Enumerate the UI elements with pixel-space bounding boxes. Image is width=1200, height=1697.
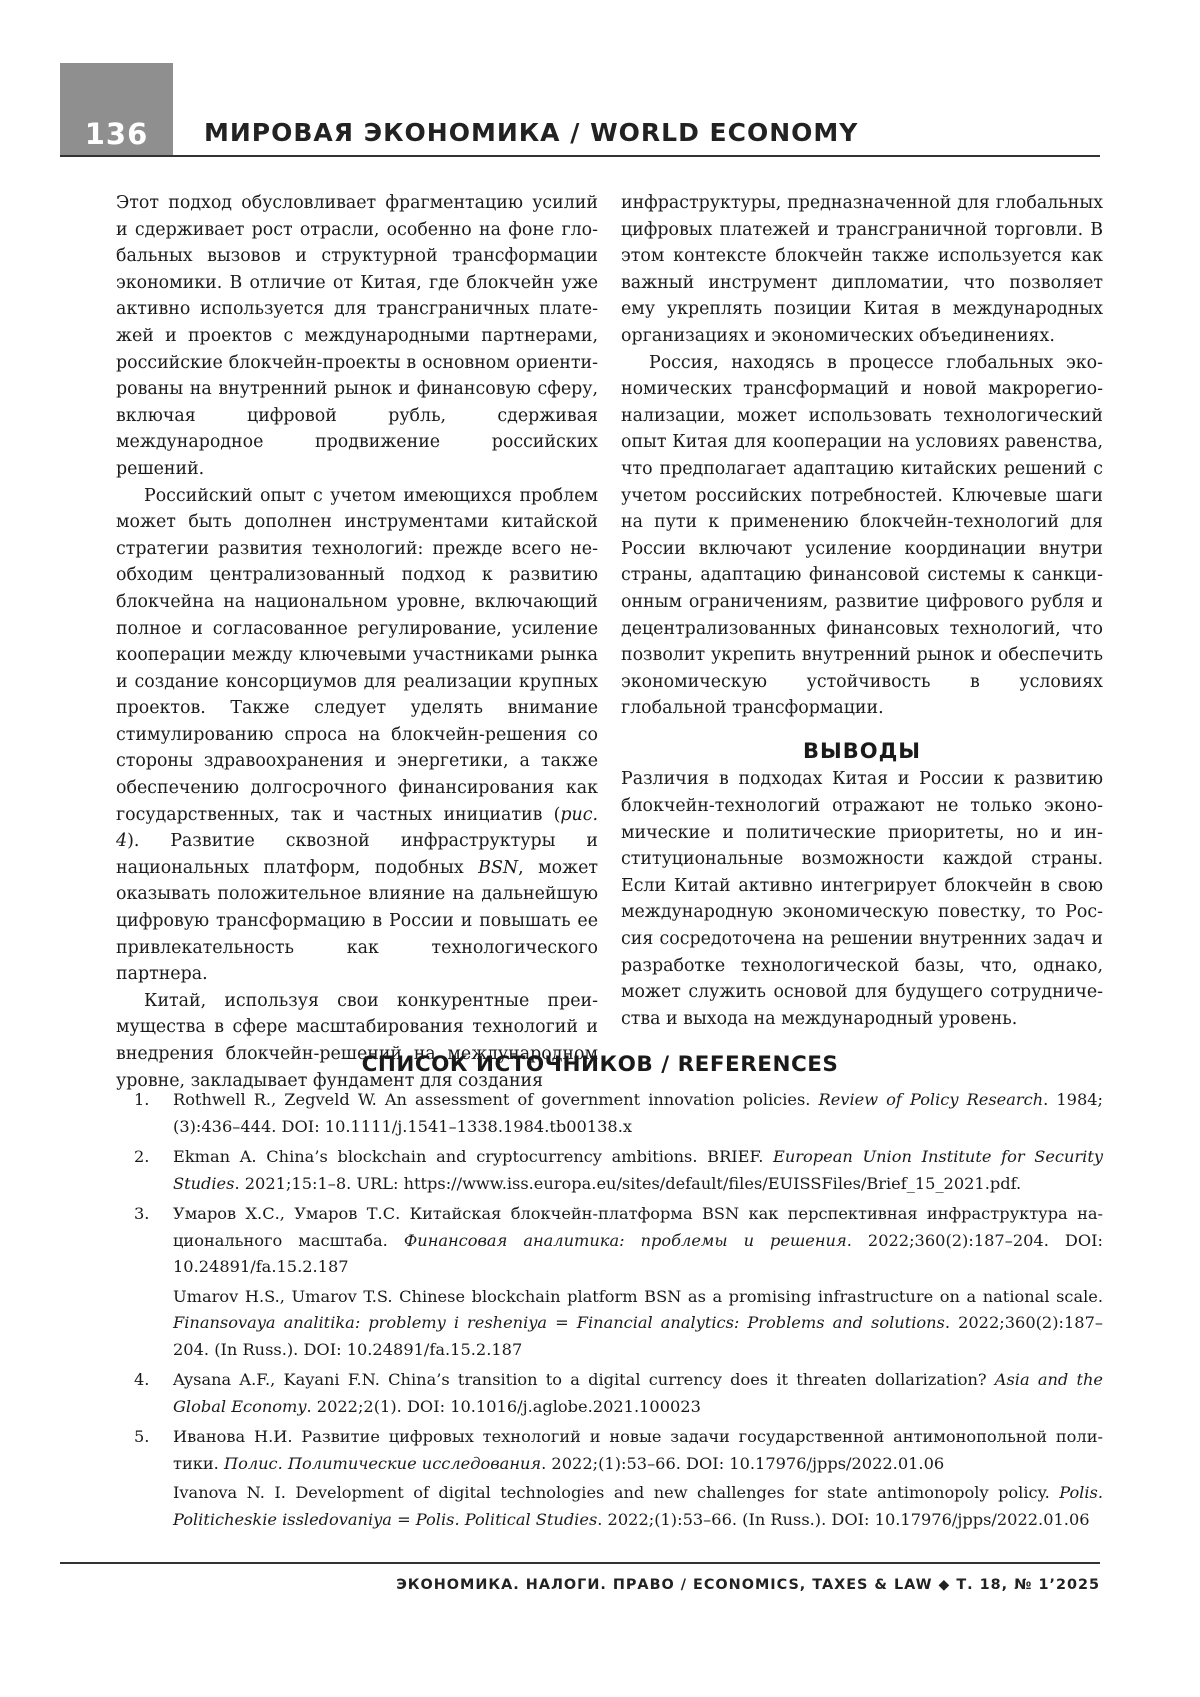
text-run: . 2022;(1):53–66. DOI: 10.17976/jpps/2022.01.06 [541, 1453, 945, 1473]
footer-divider [60, 1562, 1100, 1564]
journal-title: Финансовая аналитика: проблемы и решения [403, 1230, 847, 1250]
diamond-icon: ◆ [938, 1577, 951, 1593]
paragraph: Китай, используя свои конкурентные преимущества в сфере масштабирования технологий и внедрения блокчейн-решений на международном уровне, закладывает фундамент для создания [116, 990, 598, 1091]
bsn-term: BSN [478, 857, 519, 878]
paragraph: Россия, находясь в процессе глобальных экономических трансформаций и новой макрорегионализации, может использовать технологический опыт Китая для кооперации на условиях равенства, что предполагает адаптацию китайских решений с учетом российских потребностей. Ключевые шаги на пути к применению блокчейн-технологий для России включают усиление координации внутри страны, адаптацию финансовой системы к санкционным ограничениям, развитие цифрового рубля и децентрализованных финансовых технологий, что позволит укрепить внутренний рынок и обеспечить экономическую устойчивость в условиях глобальной трансформации. [621, 352, 1103, 719]
journal-title: Polis. Politicheskie issledovaniya = Polis. Political Studies [173, 1483, 1103, 1529]
header-divider [60, 155, 1100, 157]
text-run: . 2021;15:1–8. URL: https://www.iss.europa.eu/sites/default/files/EUISSFiles/Brief_15_2021.pdf. [234, 1173, 1022, 1193]
text-run: Ekman A. China’s blockchain and cryptocurrency ambitions. BRIEF. [173, 1147, 774, 1166]
footer [396, 1577, 1100, 1593]
reference-item [116, 1424, 1103, 1533]
text-run: Aysana A.F., Kayani F.N. China’s transition to a digital currency does it threaten dollarization? [173, 1370, 995, 1389]
text-run: . 1984;(3):436–444. DOI: 10.1111/j.1541–1338.1984.tb00138.x [173, 1090, 1104, 1136]
left-column [116, 190, 598, 1094]
journal-title: Полис. Политические исследования [223, 1453, 542, 1473]
conclusions-heading: ВЫВОДЫ [802, 738, 922, 763]
section-title: МИРОВАЯ ЭКОНОМИКА / WORLD ECONOMY [204, 118, 859, 147]
paragraph [116, 483, 598, 988]
reference-number: 3. [134, 1204, 150, 1223]
page-number-box [60, 63, 173, 155]
paragraph: Различия в подходах Китая и России к развитию блокчейн-технологий отражают не только экономические и политические приоритеты, но и институциональные возможности каждой страны. Если Китай активно интегрирует блокчейн в свою международную экономическую повестку, то Россия сосредоточена на решении внутренних задач и разработке технологической базы, что, однако, может служить основой для будущего сотрудничества и выхода на международный уровень. [621, 769, 1103, 1029]
journal-title: Asia and the Global Economy [173, 1370, 1103, 1416]
figure-reference: рис. 4 [116, 804, 598, 852]
reference-item [116, 1367, 1103, 1420]
text-run: . 2022;(1):53–66. (In Russ.). DOI: 10.17976/jpps/2022.01.06 [597, 1509, 1090, 1529]
reference-number: 1. [134, 1090, 150, 1109]
reference-number: 5. [134, 1427, 150, 1446]
reference-item [116, 1087, 1103, 1140]
issue-info: Т. 18, № 1’2025 [956, 1577, 1100, 1593]
text-run: . 2022;2(1). DOI: 10.1016/j.aglobe.2021.100023 [306, 1396, 701, 1416]
paragraph: Этот подход обусловливает фрагментацию усилий и сдерживает рост отрасли, особенно на фоне глобальных вызовов и структурной трансформации экономики. В отличие от Китая, где блокчейн уже активно используется для трансграничных платежей и проектов с международными партнерами, российские блокчейн-проекты в основном ориентированы на внутренний рынок и финансовую сферу, включая цифровой рубль, сдерживая международное продвижение российских решений. [116, 193, 598, 479]
reference-number: 4. [134, 1370, 150, 1389]
text-run: . 2022;360(2):187–204. DOI: 10.24891/fa.15.2.187 [173, 1230, 1103, 1276]
text-run: Российский опыт с учетом имеющихся проблем может быть дополнен инструментами китайской стратегии развития технологий: прежде всего необходим централизованный подход к развитию блокчейна на национальном уровне, включающий полное и согласованное регулирование, усиление кооперации между ключевыми участниками рынка и создание консорциумов для реализации крупных проектов. Также следует уделять внимание стимулированию спроса на блокчейн-решения со стороны здравоохранения и энергетики, а также обеспечению долгосрочного финансирования как государственных, так и частных инициатив ( [116, 485, 598, 825]
reference-item [116, 1201, 1103, 1363]
reference-number: 2. [134, 1147, 150, 1166]
journal-name: ЭКОНОМИКА. НАЛОГИ. ПРАВО / ECONOMICS, TAXES & LAW [396, 1577, 933, 1593]
right-column [621, 190, 1103, 1032]
text-run: ). Развитие сквозной инфраструктуры и национальных платформ, подобных [116, 831, 598, 878]
text-run: . 2022;360(2):187–204. (In Russ.). DOI: 10.24891/fa.15.2.187 [173, 1313, 1103, 1359]
journal-title: European Union Institute for Security Studies [173, 1147, 1103, 1193]
references-list [116, 1087, 1103, 1537]
text-run: Иванова Н.И. Развитие цифровых технологий и новые задачи государственной антимонопольной политики. [173, 1427, 1103, 1473]
journal-title: Finansovaya analitika: problemy i resheniya = Financial analytics: Problems and solutions [173, 1313, 945, 1332]
paragraph: инфраструктуры, предназначенной для глобальных цифровых платежей и трансграничной торговли. В этом контексте блокчейн также используется как важный инструмент дипломатии, что позволяет ему укреплять позиции Китая в международных организациях и экономических объединениях. [621, 193, 1103, 346]
text-run: Umarov H.S., Umarov T.S. Chinese blockchain platform BSN as a promising infrastructure on a national scale. [173, 1286, 1103, 1306]
page-number: 136 [84, 117, 149, 151]
references-heading: СПИСОК ИСТОЧНИКОВ / REFERENCES [361, 1052, 839, 1077]
text-run: Rothwell R., Zegveld W. An assessment of government innovation policies. [173, 1090, 819, 1109]
reference-item [116, 1144, 1103, 1197]
journal-title: Review of Policy Research [818, 1090, 1044, 1109]
text-run: , может оказывать положительное влияние на дальнейшую цифровую трансформацию в России и повышать ее привлекательность как технологического партнера. [116, 857, 598, 985]
text-run: Ivanova N. I. Development of digital technologies and new challenges for state antimonopoly policy. [173, 1483, 1060, 1502]
text-run: Умаров Х.С., Умаров Т.С. Китайская блокчейн-платформа BSN как перспективная инфраструктура национального масштаба. [173, 1204, 1103, 1250]
